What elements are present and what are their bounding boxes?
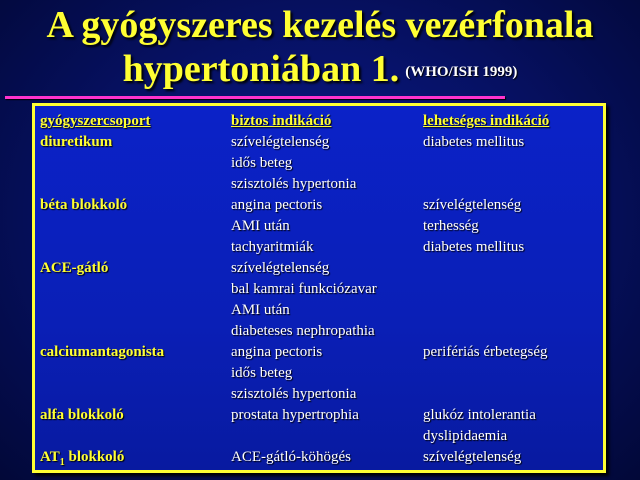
- header-sure-indication: biztos indikáció: [231, 113, 332, 129]
- table-row-group: alfa blokkoló: [40, 407, 124, 423]
- title-underline-rule: [5, 96, 505, 99]
- table-cell-sure: diabeteses nephropathia: [231, 323, 375, 339]
- header-drug-group: gyógyszercsoport: [40, 113, 151, 129]
- table-cell-sure: ACE-gátló-köhögés: [231, 449, 351, 465]
- table-cell-sure: AMI után: [231, 218, 290, 234]
- table-cell-sure: szívelégtelenség: [231, 134, 330, 150]
- table-cell-possible: dyslipidaemia: [423, 428, 508, 444]
- table-cell-possible: glukóz intolerantia: [423, 407, 536, 423]
- title-source-note: (WHO/ISH 1999): [405, 64, 518, 81]
- table-cell-sure: idős beteg: [231, 365, 293, 381]
- table-cell-sure: idős beteg: [231, 155, 293, 171]
- table-cell-sure: bal kamrai funkciózavar: [231, 281, 377, 297]
- table-row-group: béta blokkoló: [40, 197, 128, 213]
- table-row-group: calciumantagonista: [40, 344, 165, 360]
- table-cell-possible: szívelégtelenség: [423, 197, 522, 213]
- table-cell-possible: terhesség: [423, 218, 479, 234]
- table-cell-possible: perifériás érbetegség: [423, 344, 548, 360]
- table-cell-possible: diabetes mellitus: [423, 239, 525, 255]
- table-cell-sure: AMI után: [231, 302, 290, 318]
- table-cell-sure: szisztolés hypertonia: [231, 176, 357, 192]
- table-cell-sure: angina pectoris: [231, 197, 323, 213]
- table-cell-sure: szívelégtelenség: [231, 260, 330, 276]
- table-cell-sure: szisztolés hypertonia: [231, 386, 357, 402]
- table-cell-sure: tachyaritmiák: [231, 239, 314, 255]
- slide-title-text: hypertoniában 1.: [122, 48, 400, 90]
- slide-title-line1: A gyógyszeres kezelés vezérfonala: [46, 4, 594, 46]
- table-cell-possible: szívelégtelenség: [423, 449, 522, 465]
- table-cell-sure: angina pectoris: [231, 344, 323, 360]
- table-row-group: diuretikum: [40, 134, 113, 150]
- slide-title-line2: [0, 48, 640, 93]
- table-row-group: $AT_1$ blokkoló: [40, 449, 125, 468]
- indication-table: [32, 103, 606, 473]
- table-cell-possible: diabetes mellitus: [423, 134, 525, 150]
- table-row-group: ACE-gátló: [40, 260, 109, 276]
- table-cell-sure: prostata hypertrophia: [231, 407, 359, 423]
- header-possible-indication: lehetséges indikáció: [423, 113, 550, 129]
